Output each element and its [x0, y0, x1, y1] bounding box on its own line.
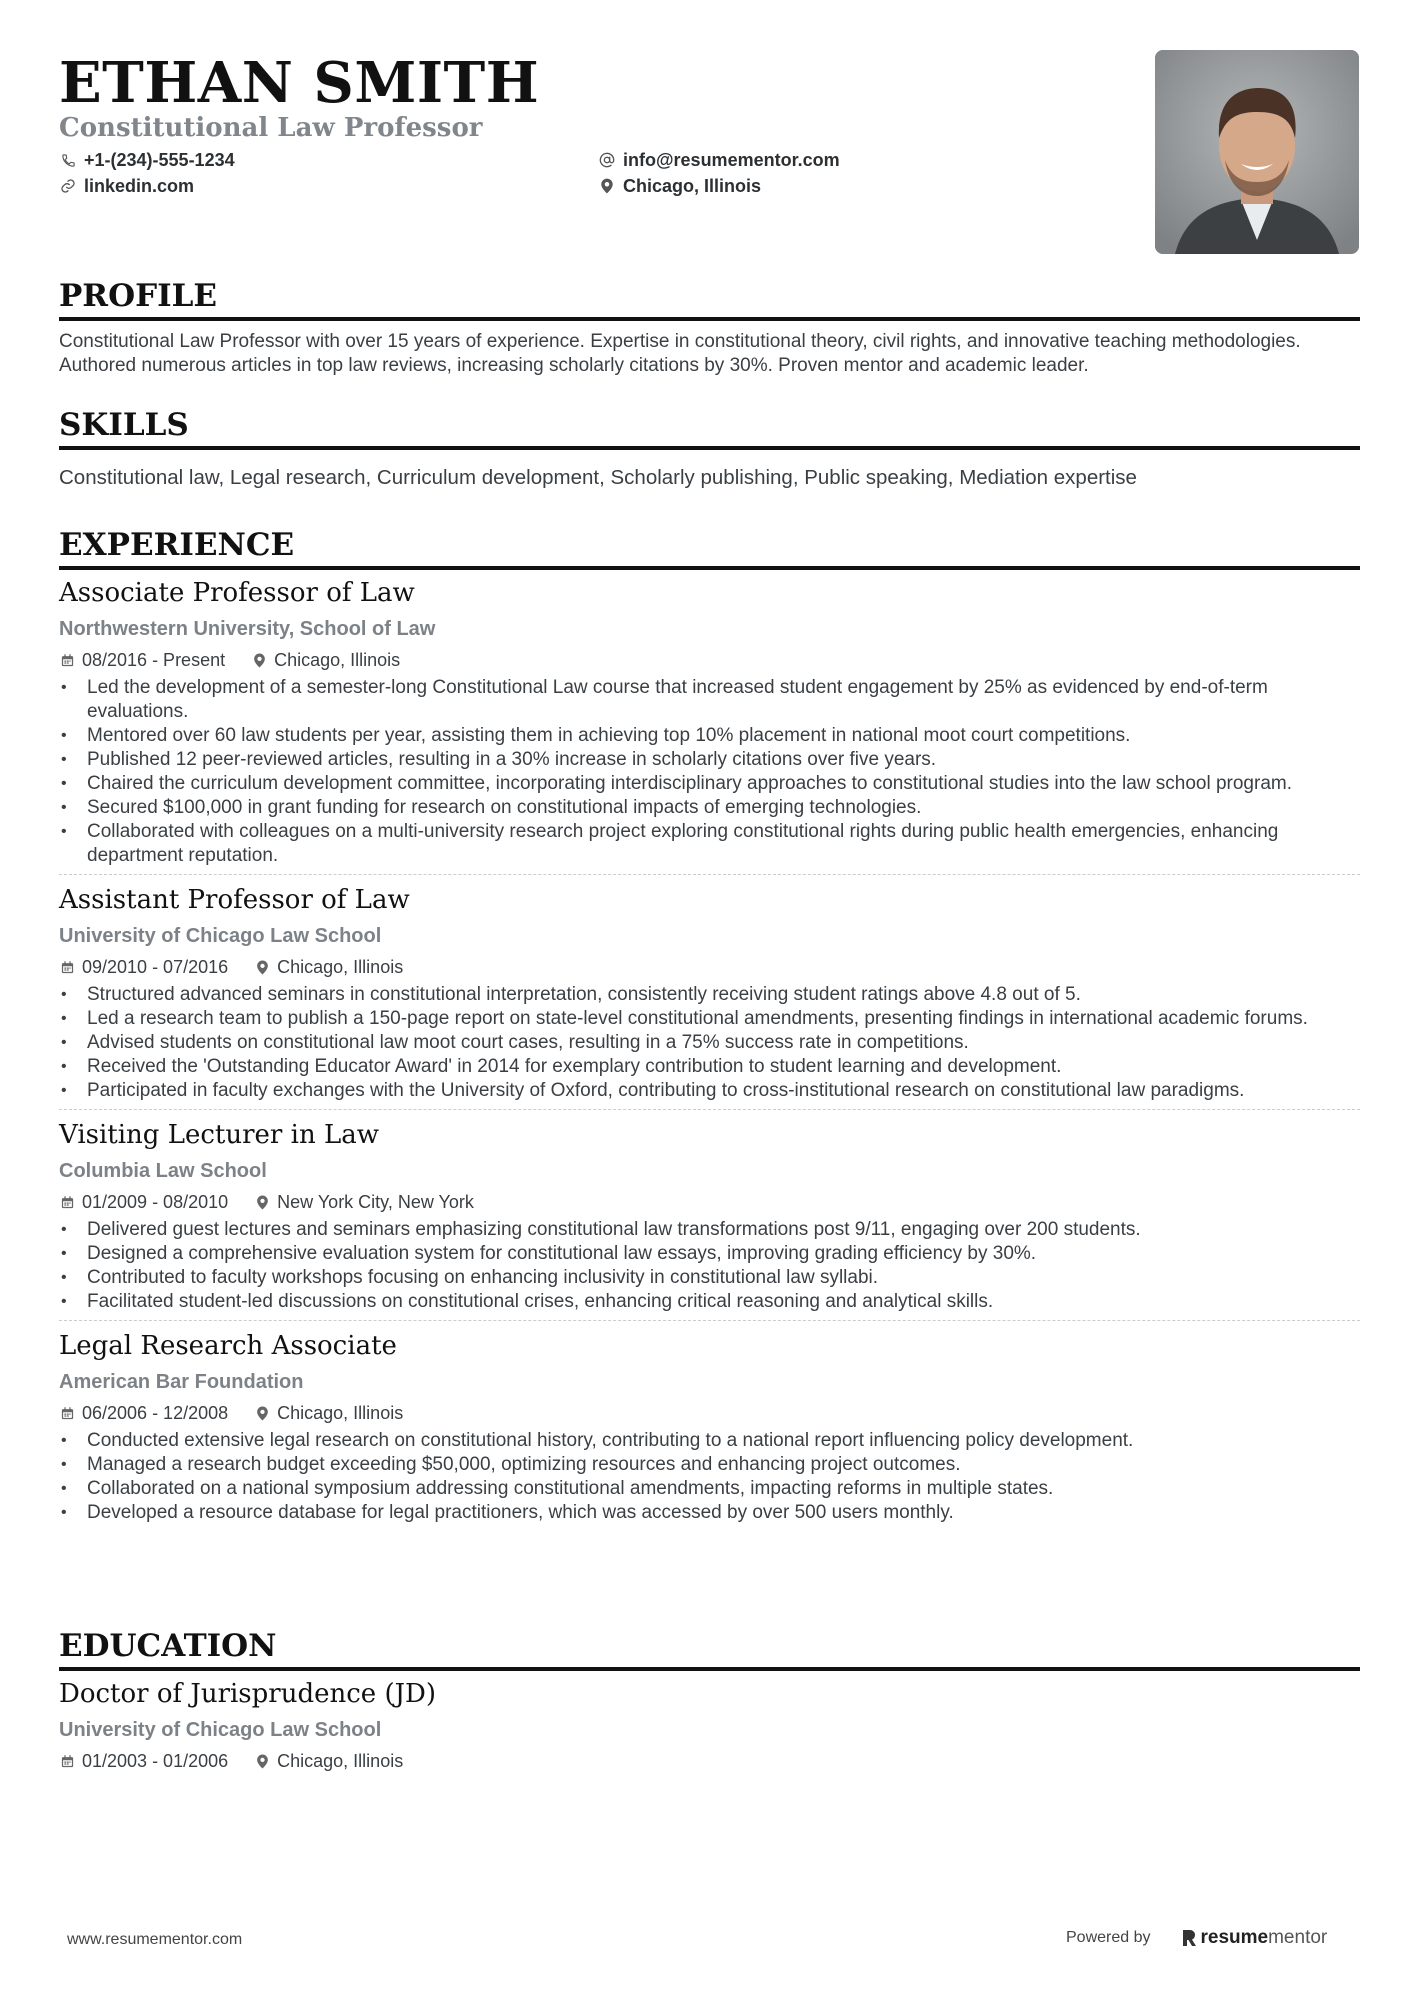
education-entry — [59, 1677, 1360, 1779]
job-dates: 06/2006 - 12/2008 — [82, 1402, 229, 1423]
job-bullet: • Led the development of a semester-long Constitutional Law course that increased student engagement by 25% as evidenced by end-of-term evaluations. — [59, 676, 1360, 724]
map-pin-icon — [254, 959, 270, 975]
job-meta — [59, 648, 1360, 672]
powered-by-label: Powered by — [1066, 1929, 1151, 1946]
calendar-icon — [59, 652, 75, 668]
candidate-title: Constitutional Law Professor — [59, 113, 483, 143]
job-dates: 09/2010 - 07/2016 — [82, 956, 229, 977]
job-bullet: • Developed a resource database for legal practitioners, which was accessed by over 500 users monthly. — [59, 1501, 1360, 1525]
job-bullet: • Structured advanced seminars in constitutional interpretation, consistently receiving student ratings above 4.8 out of 5. — [59, 983, 1360, 1007]
education-dates: 01/2003 - 01/2006 — [82, 1750, 229, 1771]
job-meta — [59, 1190, 1360, 1214]
phone-text: +1-(234)-555-1234 — [84, 149, 235, 170]
brand-light-text: mentor — [1268, 1927, 1328, 1948]
section-heading-profile: PROFILE — [59, 276, 1360, 321]
footer-website[interactable]: www.resumementor.com — [67, 1931, 243, 1948]
map-pin-icon — [598, 177, 616, 195]
job-bullet: • Collaborated with colleagues on a multi-university research project exploring constitutional rights during public health emergencies, enhancing department reputation. — [59, 820, 1360, 868]
section-heading-experience: EXPERIENCE — [59, 525, 1360, 570]
linkedin-text: linkedin.com — [84, 175, 195, 196]
job-bullet: • Mentored over 60 law students per year, assisting them in achieving top 10% placement in national moot court competitions. — [59, 724, 1360, 748]
job-bullet: • Secured $100,000 in grant funding for research on constitutional impacts of emerging technologies. — [59, 796, 1360, 820]
education-location — [254, 1751, 403, 1772]
job-bullet: • Led a research team to publish a 150-page report on state-level constitutional amendments, presenting findings in international academic forums. — [59, 1007, 1360, 1031]
job-bullet: • Chaired the curriculum development committee, incorporating interdisciplinary approaches to constitutional studies into the law school program. — [59, 772, 1360, 796]
footer-powered-by — [1066, 1927, 1327, 1949]
calendar-icon — [59, 1194, 75, 1210]
calendar-icon — [59, 1405, 75, 1421]
job-title: Visiting Lecturer in Law — [59, 1120, 379, 1150]
job-entry — [59, 576, 1360, 874]
job-title: Assistant Professor of Law — [59, 885, 410, 915]
job-bullet-list — [59, 1218, 1360, 1314]
job-location — [254, 957, 403, 978]
job-dates: 08/2016 - Present — [82, 649, 226, 670]
job-entry — [59, 1109, 1360, 1320]
job-entry — [59, 874, 1360, 1109]
job-location-text: New York City, New York — [277, 1191, 474, 1212]
job-bullet: • Advised students on constitutional law moot court cases, resulting in a 75% success rate in competitions. — [59, 1031, 1360, 1055]
map-pin-icon — [254, 1753, 270, 1769]
calendar-icon — [59, 959, 75, 975]
brand-bold-text: resume — [1200, 1927, 1269, 1948]
job-title: Associate Professor of Law — [59, 578, 415, 608]
contact-location — [598, 173, 761, 199]
degree-title: Doctor of Jurisprudence (JD) — [59, 1679, 437, 1709]
candidate-name: ETHAN SMITH — [59, 50, 540, 116]
job-bullet: • Collaborated on a national symposium addressing constitutional amendments, impacting reforms in multiple states. — [59, 1477, 1360, 1501]
job-bullet: • Conducted extensive legal research on constitutional history, contributing to a national report influencing policy development. — [59, 1429, 1360, 1453]
job-meta — [59, 1401, 1360, 1425]
map-pin-icon — [254, 1405, 270, 1421]
job-location-text: Chicago, Illinois — [277, 1402, 404, 1423]
job-location — [251, 650, 400, 671]
job-bullet: • Designed a comprehensive evaluation system for constitutional law essays, improving grading efficiency by 30%. — [59, 1242, 1360, 1266]
section-heading-skills: SKILLS — [59, 405, 1360, 450]
job-bullet-list — [59, 1429, 1360, 1525]
contact-linkedin[interactable] — [59, 173, 194, 199]
location-text: Chicago, Illinois — [623, 175, 762, 196]
profile-section — [59, 276, 1360, 378]
contact-email[interactable] — [598, 147, 840, 173]
education-location-text: Chicago, Illinois — [277, 1750, 404, 1771]
job-bullet-list — [59, 676, 1360, 868]
job-organization: American Bar Foundation — [59, 1371, 304, 1393]
education-section — [59, 1626, 1360, 1779]
phone-icon — [59, 151, 77, 169]
job-organization: Columbia Law School — [59, 1160, 267, 1182]
job-location-text: Chicago, Illinois — [274, 649, 401, 670]
experience-section — [59, 525, 1360, 1531]
skills-section — [59, 405, 1360, 491]
profile-text: Constitutional Law Professor with over 15 years of experience. Expertise in constitutional theory, civil rights, and innovative teaching methodologies. Authored numerous articles in top law reviews, increasing scholarly citations by 30%. Proven mentor and academic leader. — [59, 331, 1301, 376]
job-location-text: Chicago, Illinois — [277, 956, 404, 977]
job-bullet: • Participated in faculty exchanges with the University of Oxford, contributing to cross-institutional research on constitutional law paradigms. — [59, 1079, 1360, 1103]
map-pin-icon — [254, 1194, 270, 1210]
job-bullet: • Published 12 peer-reviewed articles, resulting in a 30% increase in scholarly citations over five years. — [59, 748, 1360, 772]
job-location — [254, 1403, 403, 1424]
job-location — [254, 1192, 474, 1213]
brand-mark-icon — [1181, 1928, 1197, 1948]
job-organization: University of Chicago Law School — [59, 925, 382, 947]
skills-text: Constitutional law, Legal research, Curriculum development, Scholarly publishing, Public speaking, Mediation expertise — [59, 466, 1137, 489]
job-meta — [59, 955, 1360, 979]
job-title: Legal Research Associate — [59, 1331, 397, 1361]
job-bullet-list — [59, 983, 1360, 1103]
calendar-icon — [59, 1753, 75, 1769]
brand-logo[interactable] — [1181, 1927, 1328, 1949]
section-heading-education: EDUCATION — [59, 1626, 1360, 1671]
resume-page — [59, 0, 1360, 1771]
job-dates: 01/2009 - 08/2010 — [82, 1191, 229, 1212]
map-pin-icon — [251, 652, 267, 668]
job-bullet: • Managed a research budget exceeding $50,000, optimizing resources and enhancing project outcomes. — [59, 1453, 1360, 1477]
job-bullet: • Facilitated student-led discussions on constitutional crises, enhancing critical reasoning and analytical skills. — [59, 1290, 1360, 1314]
job-bullet: • Delivered guest lectures and seminars emphasizing constitutional law transformations post 9/11, engaging over 200 students. — [59, 1218, 1360, 1242]
job-bullet: • Received the 'Outstanding Educator Award' in 2014 for exemplary contribution to student learning and development. — [59, 1055, 1360, 1079]
job-bullet: • Contributed to faculty workshops focusing on enhancing inclusivity in constitutional law syllabi. — [59, 1266, 1360, 1290]
experience-list — [59, 576, 1360, 1531]
education-meta — [59, 1749, 1360, 1773]
job-organization: Northwestern University, School of Law — [59, 618, 436, 640]
school-name: University of Chicago Law School — [59, 1719, 382, 1741]
at-icon — [598, 151, 616, 169]
contact-phone[interactable] — [59, 147, 235, 173]
profile-photo — [1155, 50, 1359, 254]
resume-header — [59, 0, 1360, 262]
email-text: info@resumementor.com — [623, 149, 840, 170]
job-entry — [59, 1320, 1360, 1531]
link-icon — [59, 177, 77, 195]
